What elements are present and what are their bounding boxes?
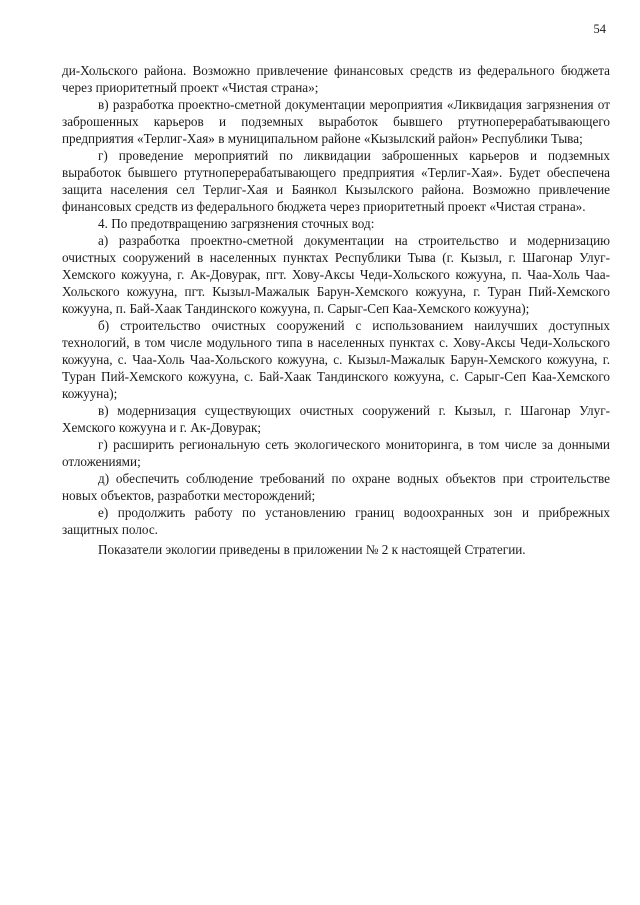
- paragraph-item-d: д) обеспечить соблюдение требований по охране водных объектов при строительстве новых объектов, разработки месторождений;: [62, 471, 610, 503]
- page-number: 54: [593, 22, 606, 36]
- paragraph-continuation: ди-Хольского района. Возможно привлечение финансовых средств из федерального бюджета через приоритетный проект «Чистая страна»;: [62, 63, 610, 95]
- paragraph-item-v: в) разработка проектно-сметной документации мероприятия «Ликвидация загрязнения от заброшенных карьеров и подземных выработок бывшего ртутноперерабатывающего предприятия «Терлиг-Хая» в муниципальном районе «Кызылский район» Республики Тыва;: [62, 97, 610, 146]
- paragraph-closing: Показатели экологии приведены в приложении № 2 к настоящей Стратегии.: [98, 542, 526, 557]
- document-body: [62, 62, 610, 558]
- paragraph-item-g: г) проведение мероприятий по ликвидации заброшенных карьеров и подземных выработок бывшего ртутноперерабатывающего предприятия «Терлиг-Хая». Будет обеспечена защита населения сел Терлиг-Хая и Баянкол Кызылского района. Возможно привлечение финансовых средств из федерального бюджета через приоритетный проект «Чистая страна».: [62, 148, 610, 214]
- paragraph-item-e: е) продолжить работу по установлению границ водоохранных зон и прибрежных защитных полос.: [62, 505, 610, 537]
- section-heading-wastewater: 4. По предотвращению загрязнения сточных вод:: [98, 216, 375, 231]
- paragraph-item-g2: г) расширить региональную сеть экологического мониторинга, в том числе за донными отложениями;: [62, 437, 610, 469]
- paragraph-item-v2: в) модернизация существующих очистных сооружений г. Кызыл, г. Шагонар Улуг-Хемского кожууна и г. Ак-Довурак;: [62, 403, 610, 435]
- paragraph-item-a: а) разработка проектно-сметной документации на строительство и модернизацию очистных сооружений в населенных пунктах Республики Тыва (г. Кызыл, г. Шагонар Улуг-Хемского кожууна, г. Ак-Довурак, пгт. Хову-Аксы Чеди-Хольского кожууна, п. Чаа-Холь Чаа-Хольского кожууна, пгт. Кызыл-Мажалык Барун-Хемского кожууна, г. Туран Пий-Хемского кожууна, п. Бай-Хаак Тандинского кожууна, п. Сарыг-Сеп Каа-Хемского кожууна);: [62, 233, 610, 316]
- paragraph-item-b: б) строительство очистных сооружений с использованием наилучших доступных технологий, в том числе модульного типа в населенных пунктах с. Хову-Аксы Чеди-Хольского кожууна, с. Чаа-Холь Чаа-Хольского кожууна, с. Кызыл-Мажалык Барун-Хемского кожууна, г. Туран Пий-Хемского кожууна, с. Бай-Хаак Тандинского кожууна, с. Сарыг-Сеп Каа-Хемского кожууна);: [62, 318, 610, 401]
